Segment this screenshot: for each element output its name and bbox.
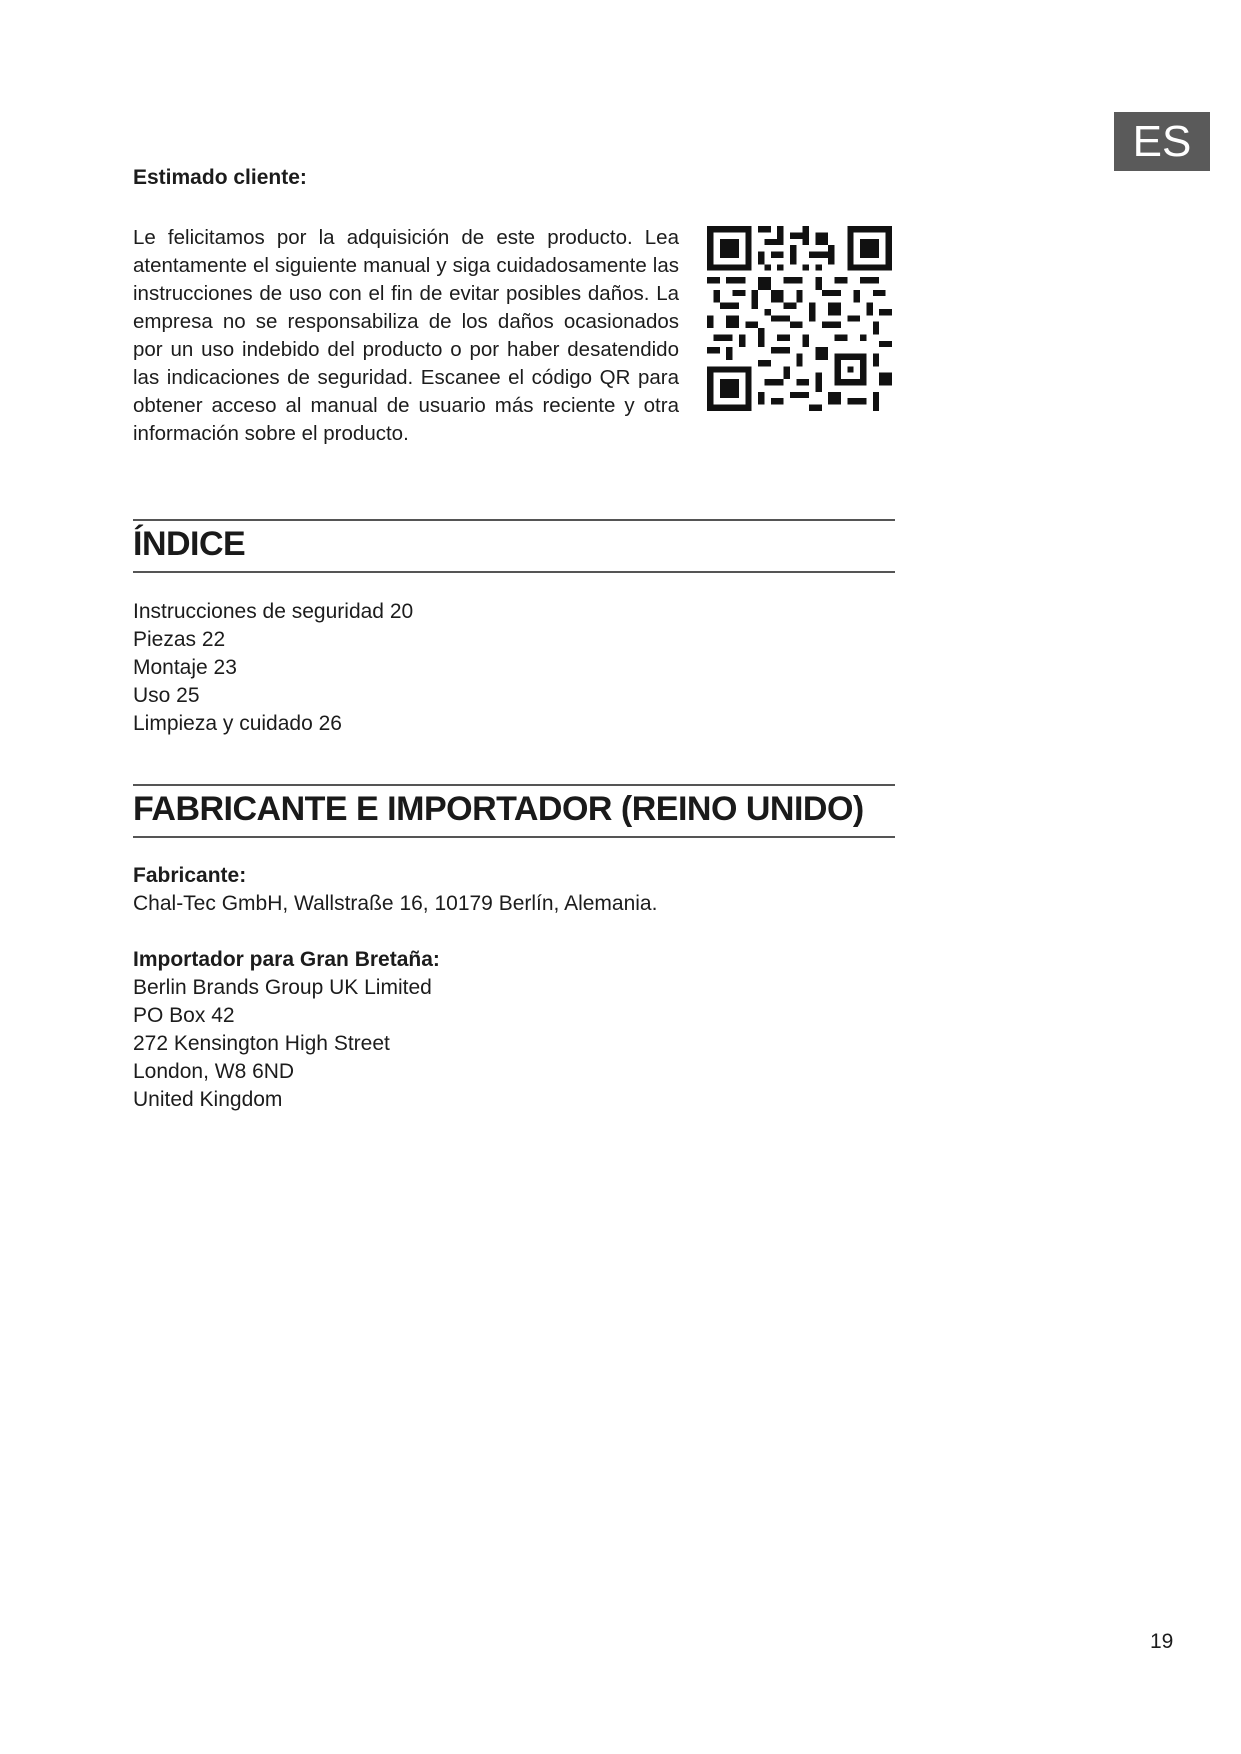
qr-code — [707, 226, 892, 411]
manufacturer-details — [133, 862, 657, 1114]
toc-item[interactable]: Limpieza y cuidado 26 — [133, 712, 342, 735]
index-bottom-rule — [133, 571, 895, 573]
importer-line: 272 Kensington High Street — [133, 1032, 390, 1055]
maker-address: Chal-Tec GmbH, Wallstraße 16, 10179 Berlín, Alemania. — [133, 892, 658, 915]
toc-item[interactable]: Instrucciones de seguridad 20 — [133, 600, 414, 623]
greeting: Estimado cliente: — [133, 166, 307, 189]
importer-line: London, W8 6ND — [133, 1060, 295, 1083]
importer-line: United Kingdom — [133, 1088, 283, 1111]
toc-item[interactable]: Uso 25 — [133, 684, 200, 707]
manufacturer-bottom-rule — [133, 836, 895, 838]
index-top-rule — [133, 519, 895, 521]
intro-paragraph: Le felicitamos por la adquisición de este producto. Lea atentamente el siguiente manual y siga cuidadosamente las instrucciones de uso con el fin de evitar posibles daños. La empresa no se responsabiliza de los daños ocasionados por un uso indebido del producto o por haber desatendido las indicaciones de seguridad. Escanee el código QR para obtener acceso al manual de usuario más reciente y otra información sobre el producto. — [133, 226, 679, 445]
language-tab: ES — [1114, 112, 1210, 171]
index-title: ÍNDICE — [133, 525, 246, 563]
importer-line: Berlin Brands Group UK Limited — [133, 976, 432, 999]
toc-item[interactable]: Montaje 23 — [133, 656, 237, 679]
manufacturer-top-rule — [133, 784, 895, 786]
manufacturer-title: FABRICANTE E IMPORTADOR (REINO UNIDO) — [133, 790, 864, 828]
importer-label: Importador para Gran Bretaña: — [133, 948, 440, 971]
toc-item[interactable]: Piezas 22 — [133, 628, 226, 651]
page-number: 19 — [1150, 1630, 1174, 1653]
importer-line: PO Box 42 — [133, 1004, 235, 1027]
maker-label: Fabricante: — [133, 864, 247, 887]
table-of-contents — [133, 598, 413, 738]
